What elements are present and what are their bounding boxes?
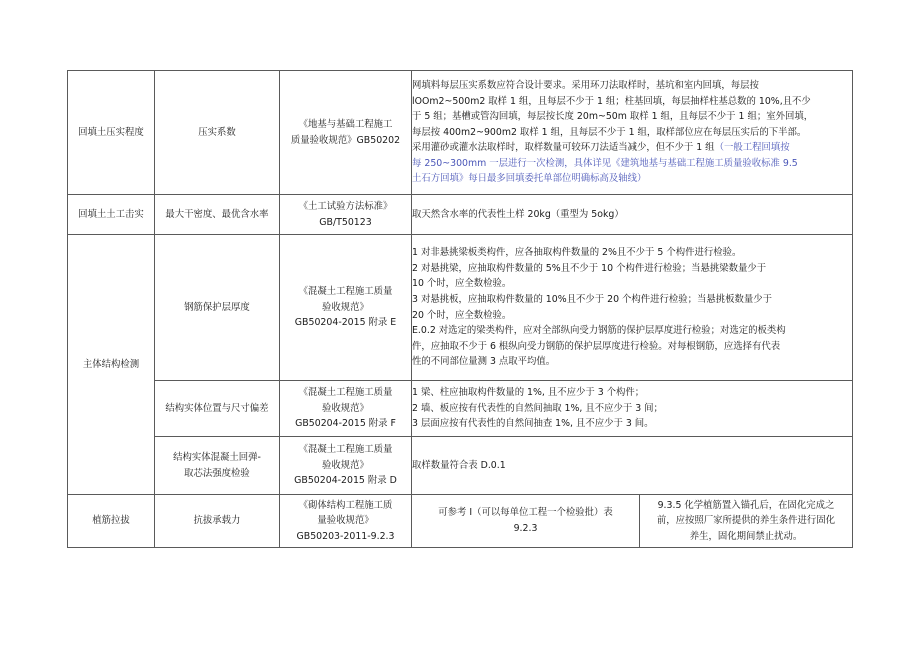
- reference-note: 每 250~300mm 一层进行一次检测，具体详见《建筑地基与基础工程施工质量验收标准 9.5: [412, 157, 798, 169]
- reference-note: （一般工程回填按: [714, 142, 790, 154]
- item-cell: 回填土土工击实: [68, 195, 155, 235]
- rule-cell: [412, 71, 853, 195]
- rule-line: 1 梁、柱应抽取构件数量的 1%, 且不应少于 3 个构件；: [412, 387, 645, 399]
- rule-line: 10 个时，应全数检验。: [412, 278, 512, 290]
- param-cell: 抗拔承载力: [155, 495, 280, 548]
- standard-line: GB50204-2015 附录 D: [294, 475, 397, 487]
- rule-line: 每层按 400m2~900m2 取样 1 组，且每层不少于 1 组，取样部位应在每层压实后的下半部。: [412, 126, 807, 138]
- standard-line: 验收规范》: [322, 402, 369, 414]
- rule-line: 9.2.3: [513, 523, 538, 534]
- rule-cell: [412, 381, 853, 437]
- param-cell: 结构实体位置与尺寸偏差: [155, 381, 280, 437]
- reference-note: 土石方回填》每日最多回填委托单部位明确标高及轴线）: [412, 173, 647, 185]
- standard-cell: [280, 71, 412, 195]
- rule-line: 2 墙、板应按有代表性的自然间抽取 1%, 且不应少于 3 间；: [412, 402, 663, 414]
- rule-text: 采用灌砂或灌水法取样时，取样数量可较环刀法适当减少，但不少于 1 组: [412, 142, 715, 154]
- standard-cell: [280, 235, 412, 381]
- rule-line: 性的不同部位量测 3 点取平均值。: [412, 356, 556, 368]
- rule-line: 件，应抽取不少于 6 根纵向受力钢筋的保护层厚度进行检验。对每根钢筋，应选择有代表: [412, 340, 781, 352]
- standard-line: 《混凝土工程施工质量: [298, 286, 393, 298]
- param-cell: 钢筋保护层厚度: [155, 235, 280, 381]
- rule-line: lOOm2~500m2 取样 1 组，且每层不少于 1 组；柱基回填，每层抽样柱基总数的 10%,且不少: [412, 95, 811, 107]
- table-row: [68, 71, 853, 195]
- rule-note-cell: [640, 495, 853, 548]
- standard-line: 《土工试验方法标准》: [298, 200, 393, 212]
- rule-line: 1 对非悬挑梁板类构件，应各抽取构件数量的 2%且不少于 5 个构件进行检验。: [412, 247, 742, 259]
- standard-cell: [280, 381, 412, 437]
- rule-cell: [412, 495, 640, 548]
- rule-line: 2 对悬挑梁，应抽取构件数量的 5%且不少于 10 个构件进行检验；当悬挑梁数量少于: [412, 262, 767, 274]
- rule-line: [412, 140, 852, 156]
- standard-line: 《混凝土工程施工质量: [298, 387, 393, 399]
- standard-line: 验收规范》: [322, 301, 369, 313]
- item-cell: 植筋拉拔: [68, 495, 155, 548]
- standard-line: GB50204-2015 附录 F: [295, 418, 396, 430]
- param-cell: 压实系数: [155, 71, 280, 195]
- table-row: [68, 235, 853, 381]
- standard-line: 质量验收规范》GB50202: [290, 134, 401, 146]
- standard-line: 《地基与基础工程施工: [298, 118, 393, 130]
- rule-line: 可参考 I（可以每单位工程一个检验批）表: [438, 507, 613, 519]
- standard-line: 量验收规范》: [317, 515, 374, 527]
- rule-cell: [412, 235, 853, 381]
- rule-line: 3 层面应按有代表性的自然间抽查 1%, 且不应少于 3 间。: [412, 418, 654, 430]
- param-cell: 最大干密度、最优含水率: [155, 195, 280, 235]
- rule-cell: 取样数量符合表 D.0.1: [412, 437, 853, 495]
- table-row: [68, 437, 853, 495]
- param-cell: [155, 437, 280, 495]
- rule-line: E.0.2 对选定的梁类构件，应对全部纵向受力钢筋的保护层厚度进行检验；对选定的板类构: [412, 325, 786, 337]
- inspection-spec-table: [67, 70, 853, 548]
- rule-line: 前，应按照厂家所提供的养生条件进行固化: [656, 515, 836, 527]
- rule-line: 20 个时，应全数检验。: [412, 309, 512, 321]
- standard-line: 验收规范》: [322, 459, 369, 471]
- standard-line: 《混凝土工程施工质量: [298, 444, 393, 456]
- rule-line: 养生，固化期间禁止扰动。: [689, 530, 803, 542]
- item-cell: 主体结构检测: [68, 235, 155, 495]
- standard-cell: [280, 437, 412, 495]
- param-line: 结构实体混凝土回弹-: [173, 451, 261, 463]
- rule-line: 3 对悬挑板，应抽取构件数量的 10%且不少于 20 个构件进行检验；当悬挑板数量少于: [412, 293, 773, 305]
- standard-line: GB50203-2011-9.2.3: [296, 530, 395, 542]
- param-line: 取芯法强度检验: [184, 467, 250, 479]
- rule-line: 网填料每层压实系数应符合设计要求。采用环刀法取样时，基坑和室内回填，每层按: [412, 79, 759, 91]
- table-row: [68, 495, 853, 548]
- standard-line: GB/T50123: [319, 216, 372, 228]
- standard-cell: [280, 195, 412, 235]
- rule-cell: 取天然含水率的代表性土样 20kg（重型为 5okg）: [412, 195, 853, 235]
- standard-line: GB50204-2015 附录 E: [294, 317, 397, 329]
- table-row: [68, 195, 853, 235]
- rule-line: 于 5 组；基槽或管沟回填，每层按长度 20m~50m 取样 1 组，且每层不少于 1 组；室外回填，: [412, 111, 814, 123]
- standard-line: 《砌体结构工程施工质: [298, 499, 393, 511]
- table-row: [68, 381, 853, 437]
- rule-line: 9.3.5 化学植筋置入锚孔后，在固化完成之: [657, 499, 835, 511]
- standard-cell: [280, 495, 412, 548]
- item-cell: 回填土压实程度: [68, 71, 155, 195]
